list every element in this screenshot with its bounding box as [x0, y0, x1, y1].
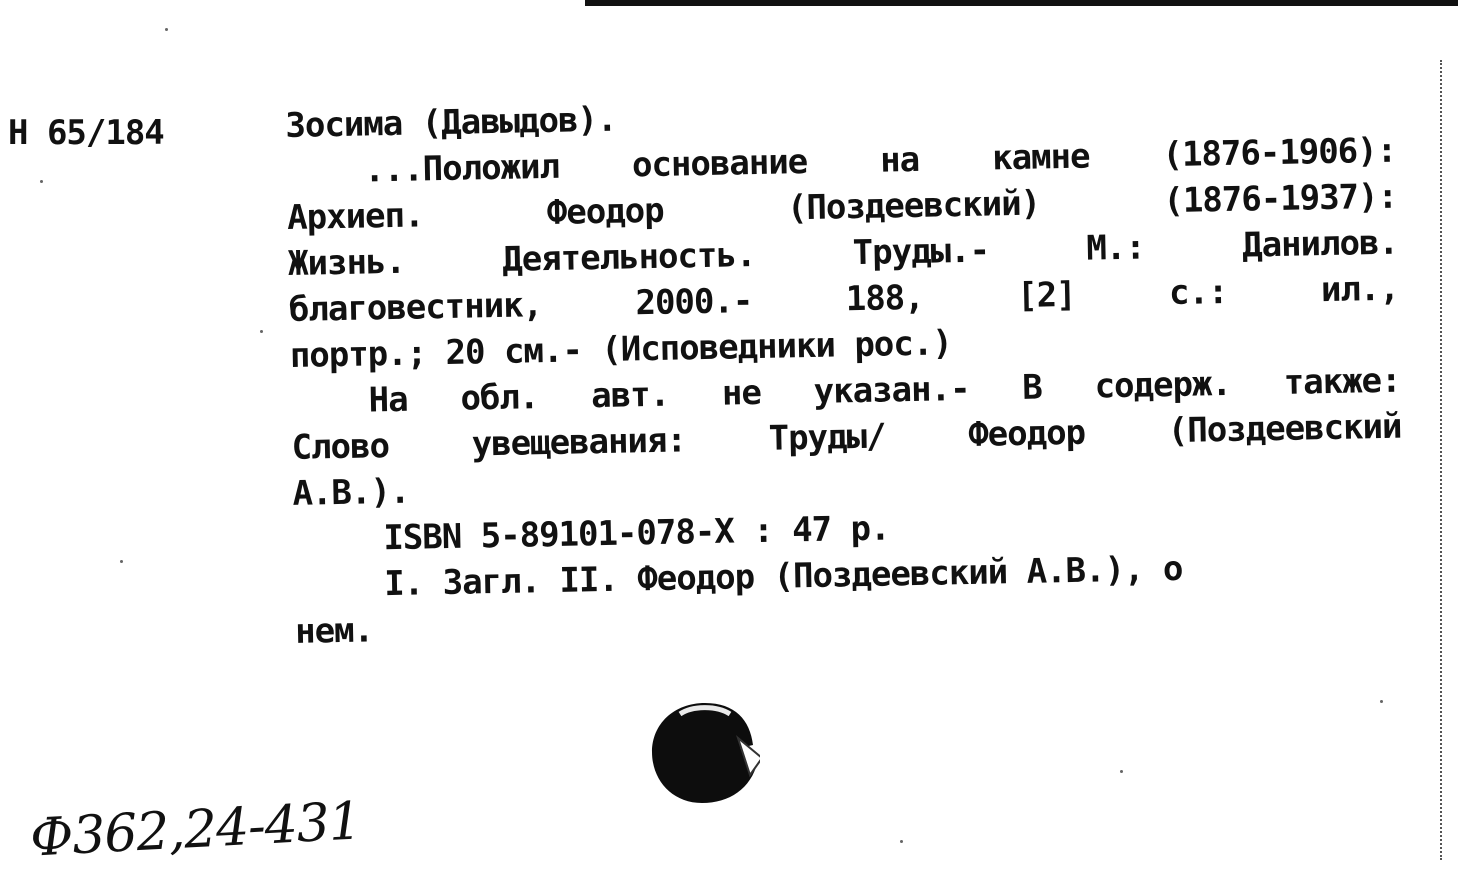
tracings-line: I. Загл. II. Феодор (Поздеевский А.В.), о — [383, 548, 1183, 605]
catalog-entry — [285, 81, 1445, 655]
scan-speck — [260, 330, 263, 333]
physical-description-line: портр.; 20 см.- (Исповедники рос.) — [289, 323, 953, 376]
isbn-line: ISBN 5-89101-078-Х : 47 р. — [382, 508, 890, 559]
scan-speck — [1120, 770, 1123, 773]
scan-speck — [40, 180, 43, 183]
top-edge-rule — [585, 0, 1458, 6]
tracings-continuation: нем. — [294, 610, 374, 652]
title-line: ...Положил основание на камне (1876-1906): — [363, 130, 1397, 191]
note-line: На обл. авт. не указан.- В содерж. также: — [368, 360, 1401, 421]
call-number: Н 65/184 — [8, 113, 164, 153]
scan-speck — [900, 840, 903, 843]
scan-speck — [1380, 700, 1383, 703]
publisher-line: благовестник, 2000.- 188, [2] с.: ил., — [288, 268, 1400, 330]
contents-line: Слово увещевания: Труды/ Феодор (Поздеевский — [291, 406, 1402, 468]
handwritten-shelf-mark: Ф362,24-431 — [28, 791, 363, 869]
punch-hole — [650, 700, 760, 805]
title-continuation: Архиеп. Феодор (Поздеевский) (1876-1937): — [286, 176, 1398, 238]
scan-speck — [165, 28, 168, 31]
scan-speck — [120, 560, 123, 563]
author-heading: Зосима (Давыдов). — [285, 99, 617, 146]
contents-continuation: А.В.). — [292, 471, 410, 514]
publication-line: Жизнь. Деятельность. Труды.- М.: Данилов. — [287, 222, 1399, 284]
